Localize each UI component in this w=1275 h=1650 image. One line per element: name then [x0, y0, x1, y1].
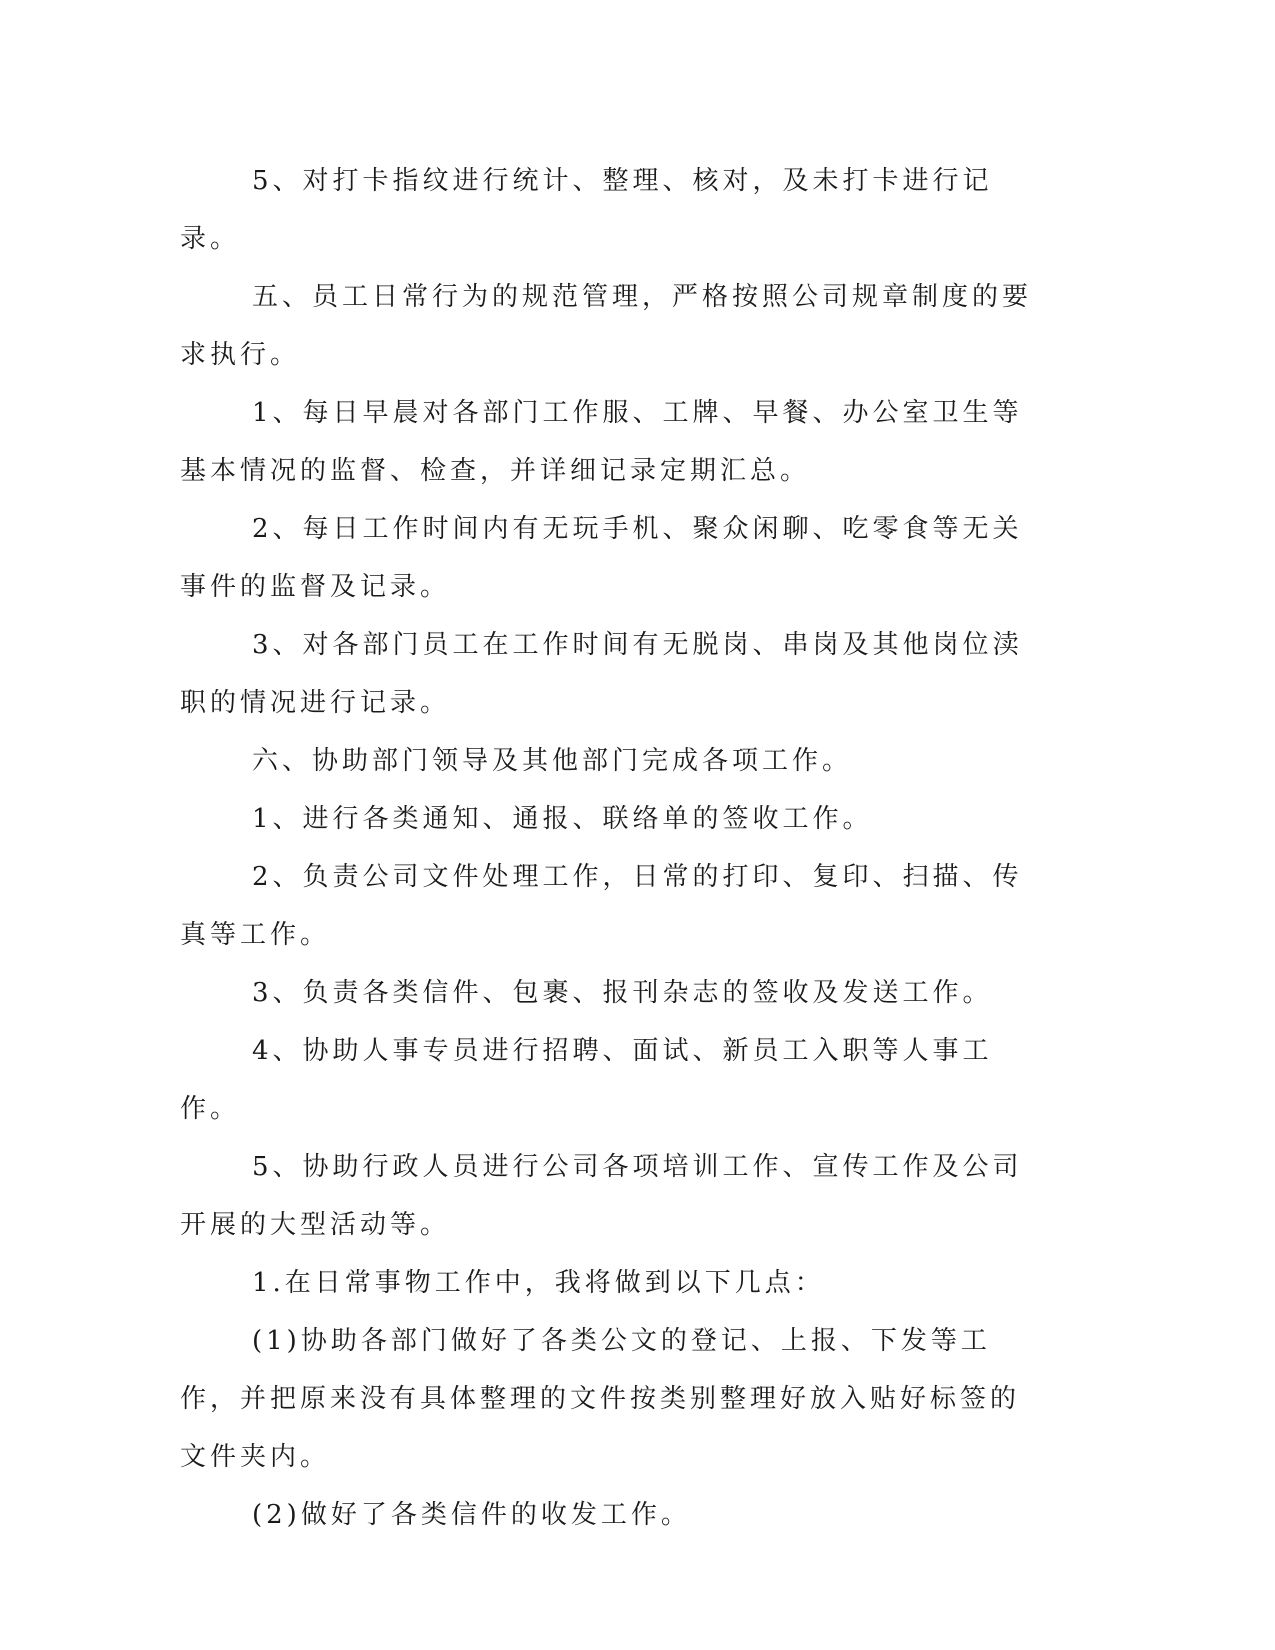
paragraph-fingerprint-stats: 5、对打卡指纹进行统计、整理、核对，及未打卡进行记录。	[180, 166, 993, 254]
paragraph-item-2: (2)做好了各类信件的收发工作。	[252, 1500, 691, 1530]
paragraph-notice-signoff: 1、进行各类通知、通报、联络单的签收工作。	[252, 804, 873, 834]
paragraph-mail-packages: 3、负责各类信件、包裹、报刊杂志的签收及发送工作。	[252, 978, 993, 1008]
section-six-heading: 六、协助部门领导及其他部门完成各项工作。	[252, 746, 853, 776]
paragraph-morning-inspection: 1、每日早晨对各部门工作服、工牌、早餐、办公室卫生等基本情况的监督、检查，并详细记录定期汇总。	[180, 398, 1023, 486]
paragraph-daily-affairs-intro: 1.在日常事物工作中，我将做到以下几点：	[252, 1268, 825, 1298]
paragraph-work-hours-supervision: 2、每日工作时间内有无玩手机、聚众闲聊、吃零食等无关事件的监督及记录。	[180, 514, 1023, 602]
paragraph-absence-record: 3、对各部门员工在工作时间有无脱岗、串岗及其他岗位渎职的情况进行记录。	[180, 630, 1023, 718]
section-five-heading: 五、员工日常行为的规范管理，严格按照公司规章制度的要求执行。	[180, 282, 1033, 370]
paragraph-hr-assist: 4、协助人事专员进行招聘、面试、新员工入职等人事工作。	[180, 1036, 993, 1124]
paragraph-item-1: (1)协助各部门做好了各类公文的登记、上报、下发等工作，并把原来没有具体整理的文件按类别整理好放入贴好标签的文件夹内。	[180, 1326, 1021, 1472]
paragraph-training-events: 5、协助行政人员进行公司各项培训工作、宣传工作及公司开展的大型活动等。	[180, 1152, 1023, 1240]
document-body	[180, 152, 1040, 1544]
paragraph-document-processing: 2、负责公司文件处理工作，日常的打印、复印、扫描、传真等工作。	[180, 862, 1023, 950]
